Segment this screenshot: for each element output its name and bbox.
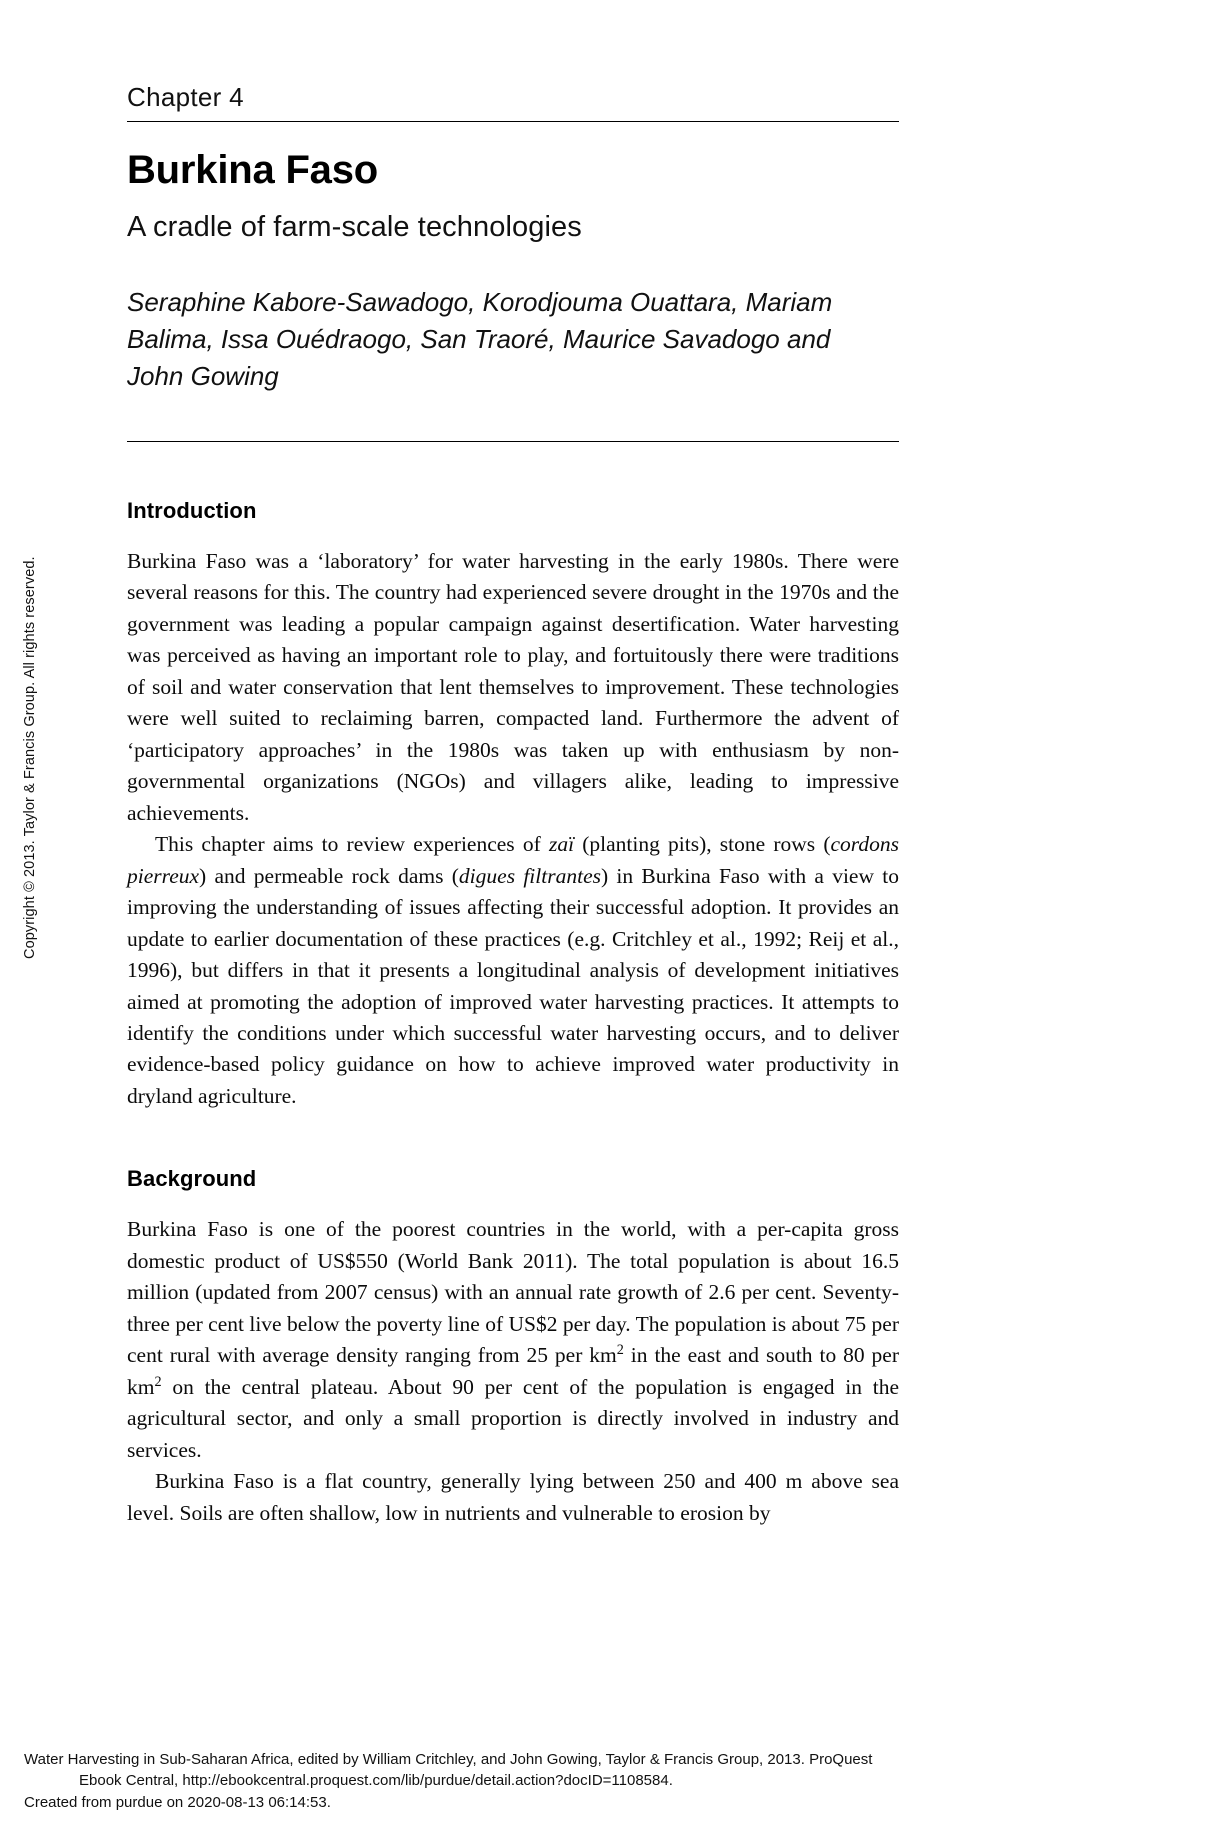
paragraph-background-2: Burkina Faso is a flat country, generally lying between 250 and 400 m above sea level. Soils are often shallow, low in nutrients and vulnerable to erosion by [127, 1469, 899, 1525]
section-heading-background: Background [127, 1166, 257, 1192]
header-divider-top [127, 121, 899, 122]
author-list: Seraphine Kabore-Sawadogo, Korodjouma Ouattara, Mariam Balima, Issa Ouédraogo, San Traoré, Maurice Savadogo and John Gowing [127, 287, 833, 391]
background1-text-3: on the central plateau. About 90 per cent of the population is engaged in the agricultural sector, and only a small proportion is directly involved in industry and services. [127, 1374, 899, 1462]
superscript-square-1: 2 [616, 1342, 624, 1359]
paragraph-intro-1: Burkina Faso was a ‘laboratory’ for water harvesting in the early 1980s. There were several reasons for this. The country had experienced severe drought in the 1970s and the government was leading a popular campaign against desertification. Water harvesting was perceived as having an important role to play, and fortuitously there were traditions of soil and water conservation that lent themselves to improvement. These technologies were well suited to reclaiming barren, compacted land. Furthermore the advent of ‘participatory approaches’ in the 1980s was taken up with enthusiasm by non-governmental organizations (NGOs) and villagers alike, leading to impressive achievements. [127, 548, 899, 825]
paragraph-background-1 [127, 1214, 899, 1466]
intro2-text-4: ) in Burkina Faso with a view to improving the understanding of issues affecting their successful adoption. It provides an update to earlier documentation of these practices (e.g. Critchley et al., 1992; Reij et al., 1996), but differs in that it presents a longitudinal analysis of development initiatives aimed at promoting the adoption of improved water harvesting practices. It attempts to identify the conditions under which successful water harvesting occurs, and to deliver evidence-based policy guidance on how to achieve improved water productivity in dryland agriculture. [127, 863, 899, 1108]
superscript-square-2: 2 [154, 1373, 162, 1390]
intro2-text-1: This chapter aims to review experiences of [155, 832, 549, 857]
footer-attribution [24, 1749, 924, 1813]
intro2-text-3: ) and permeable rock dams ( [199, 863, 459, 888]
background1-text-1: Burkina Faso is one of the poorest countries in the world, with a per-capita gross domestic product of US$550 (World Bank 2011). The total population is about 16.5 million (updated from 2007 census) with an annual rate growth of 2.6 per cent. Seventy-three per cent live below the poverty line of US$2 per day. The population is about 75 per cent rural with average density ranging from 25 per km [127, 1217, 899, 1368]
chapter-label: Chapter 4 [127, 82, 244, 112]
page-subtitle: A cradle of farm-scale technologies [127, 211, 582, 243]
term-zai: zaï [548, 832, 575, 857]
paragraph-intro-2 [127, 829, 899, 1112]
intro2-text-2: (planting pits), stone rows ( [574, 832, 831, 857]
term-cordons-pierreux: cordons pierreux [127, 832, 899, 888]
footer-line-url: Ebook Central, http://ebookcentral.proquest.com/lib/purdue/detail.action?docID=1108584. [79, 1772, 673, 1790]
margin-copyright-note: Copyright © 2013. Taylor & Francis Group. All rights reserved. [22, 556, 38, 959]
header-divider-bottom [127, 441, 899, 442]
footer-line-created: Created from purdue on 2020-08-13 06:14:53. [24, 1793, 331, 1811]
page-content-column [127, 0, 899, 1529]
term-digues-filtrantes: digues filtrantes [458, 863, 601, 888]
page-title: Burkina Faso [127, 148, 378, 192]
background1-text-2: in the east and south to 80 per km [127, 1343, 899, 1399]
section-heading-introduction: Introduction [127, 497, 257, 523]
footer-line-citation: Water Harvesting in Sub-Saharan Africa, edited by William Critchley, and John Gowing, Taylor & Francis Group, 2013. ProQuest [24, 1751, 873, 1768]
